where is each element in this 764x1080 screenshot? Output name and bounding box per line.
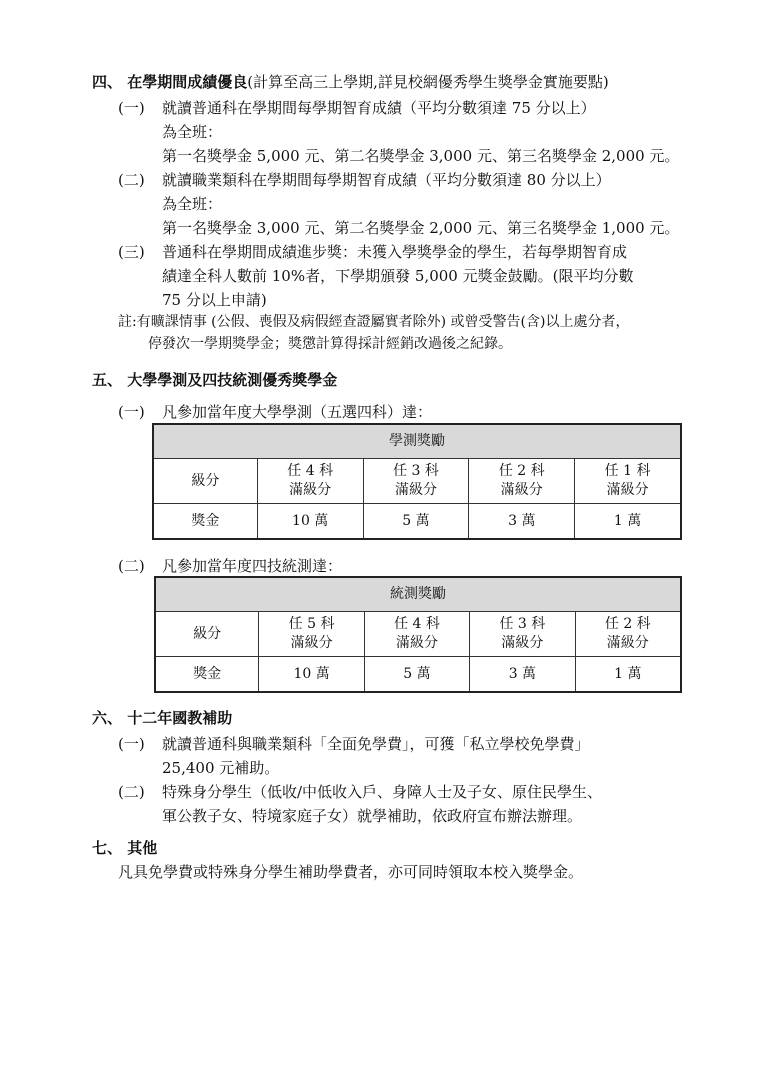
s5-item1-number: (一) [118, 403, 145, 421]
table-cell: 任 4 科 滿級分 [364, 612, 469, 657]
table-cell: 1 萬 [575, 504, 681, 540]
table-cell: 任 4 科 滿級分 [257, 459, 363, 504]
s6-item2-number: (二) [118, 783, 145, 801]
table-cell: 任 2 科 滿級分 [575, 612, 681, 657]
table-cell: 3 萬 [470, 657, 575, 693]
row-label-level: 級分 [153, 459, 257, 504]
section-4-heading [92, 72, 609, 92]
row-label-level: 級分 [155, 612, 259, 657]
table-cell: 任 2 科 滿級分 [469, 459, 575, 504]
s6-item2-line1: 特殊身分學生（低收/中低收入戶、身障人士及子女、原住民學生、 [162, 783, 603, 801]
gsat-award-table [152, 423, 682, 540]
section-7-title: 七、 其他 [92, 839, 158, 857]
table-cell: 任 5 科 滿級分 [259, 612, 364, 657]
table-header: 學測獎勵 [153, 424, 681, 459]
tvee-award-table [154, 576, 682, 693]
table-cell: 10 萬 [257, 504, 363, 540]
s5-item1-text: 凡參加當年度大學學測（五選四科）達： [162, 403, 433, 421]
s4-item1-line2: 為全班： [162, 123, 223, 141]
section-7-text: 凡具免學費或特殊身分學生補助學費者，亦可同時領取本校入獎學金。 [118, 863, 584, 881]
s4-item3-number: (三) [118, 243, 145, 261]
s4-item2-line3: 第一名獎學金 3,000 元、第二名獎學金 2,000 元、第三名獎學金 1,000 元。 [162, 219, 680, 237]
s6-item1-line1: 就讀普通科與職業類科「全面免學費」，可獲「私立學校免學費」 [162, 735, 590, 753]
s6-item2-line2: 軍公教子女、特境家庭子女）就學補助，依政府宣布辦法辦理。 [162, 807, 583, 825]
table-cell: 5 萬 [363, 504, 469, 540]
s6-item1-number: (一) [118, 735, 145, 753]
s4-note-line2: 停發次一學期獎學金；獎懲計算得採計經銷改過後之紀錄。 [148, 336, 512, 352]
table-cell: 1 萬 [575, 657, 681, 693]
s4-item2-line2: 為全班： [162, 195, 223, 213]
row-label-prize: 獎金 [155, 657, 259, 693]
s5-item2-text: 凡參加當年度四技統測達： [162, 557, 343, 575]
s4-item3-line1: 普通科在學期間成績進步獎：未獲入學獎學金的學生，若每學期智育成 [162, 243, 628, 261]
s5-item2-number: (二) [118, 557, 145, 575]
s4-item1-line3: 第一名獎學金 5,000 元、第二名獎學金 3,000 元、第三名獎學金 2,000 元。 [162, 147, 680, 165]
section-4-title-note: (計算至高三上學期,詳見校網優秀學生獎學金實施要點) [247, 73, 609, 91]
s4-item2-line1: 就讀職業類科在學期間每學期智育成績（平均分數須達 80 分以上） [162, 171, 611, 189]
table-cell: 5 萬 [364, 657, 469, 693]
section-4-title: 四、 在學期間成績優良 [92, 73, 248, 91]
section-6-title: 六、 十二年國教補助 [92, 709, 233, 727]
s4-item3-line3: 75 分以上申請) [162, 291, 267, 309]
table-cell: 任 3 科 滿級分 [470, 612, 575, 657]
s4-item2-number: (二) [118, 171, 145, 189]
section-5-title: 五、 大學學測及四技統測優秀獎學金 [92, 371, 338, 389]
s4-note-line1: 註:有曠課情事 (公假、喪假及病假經查證屬實者除外) 或曾受警告(含)以上處分者， [118, 314, 630, 330]
s4-item1-number: (一) [118, 99, 145, 117]
table-header: 統測獎勵 [155, 577, 681, 612]
s4-item1-line1: 就讀普通科在學期間每學期智育成績（平均分數須達 75 分以上） [162, 99, 596, 117]
table-cell: 任 1 科 滿級分 [575, 459, 681, 504]
table-cell: 任 3 科 滿級分 [363, 459, 469, 504]
table-cell: 10 萬 [259, 657, 364, 693]
s6-item1-line2: 25,400 元補助。 [162, 759, 280, 777]
table-cell: 3 萬 [469, 504, 575, 540]
row-label-prize: 獎金 [153, 504, 257, 540]
s4-item3-line2: 績達全科人數前 10%者，下學期頒發 5,000 元獎金鼓勵。(限平均分數 [162, 267, 634, 285]
